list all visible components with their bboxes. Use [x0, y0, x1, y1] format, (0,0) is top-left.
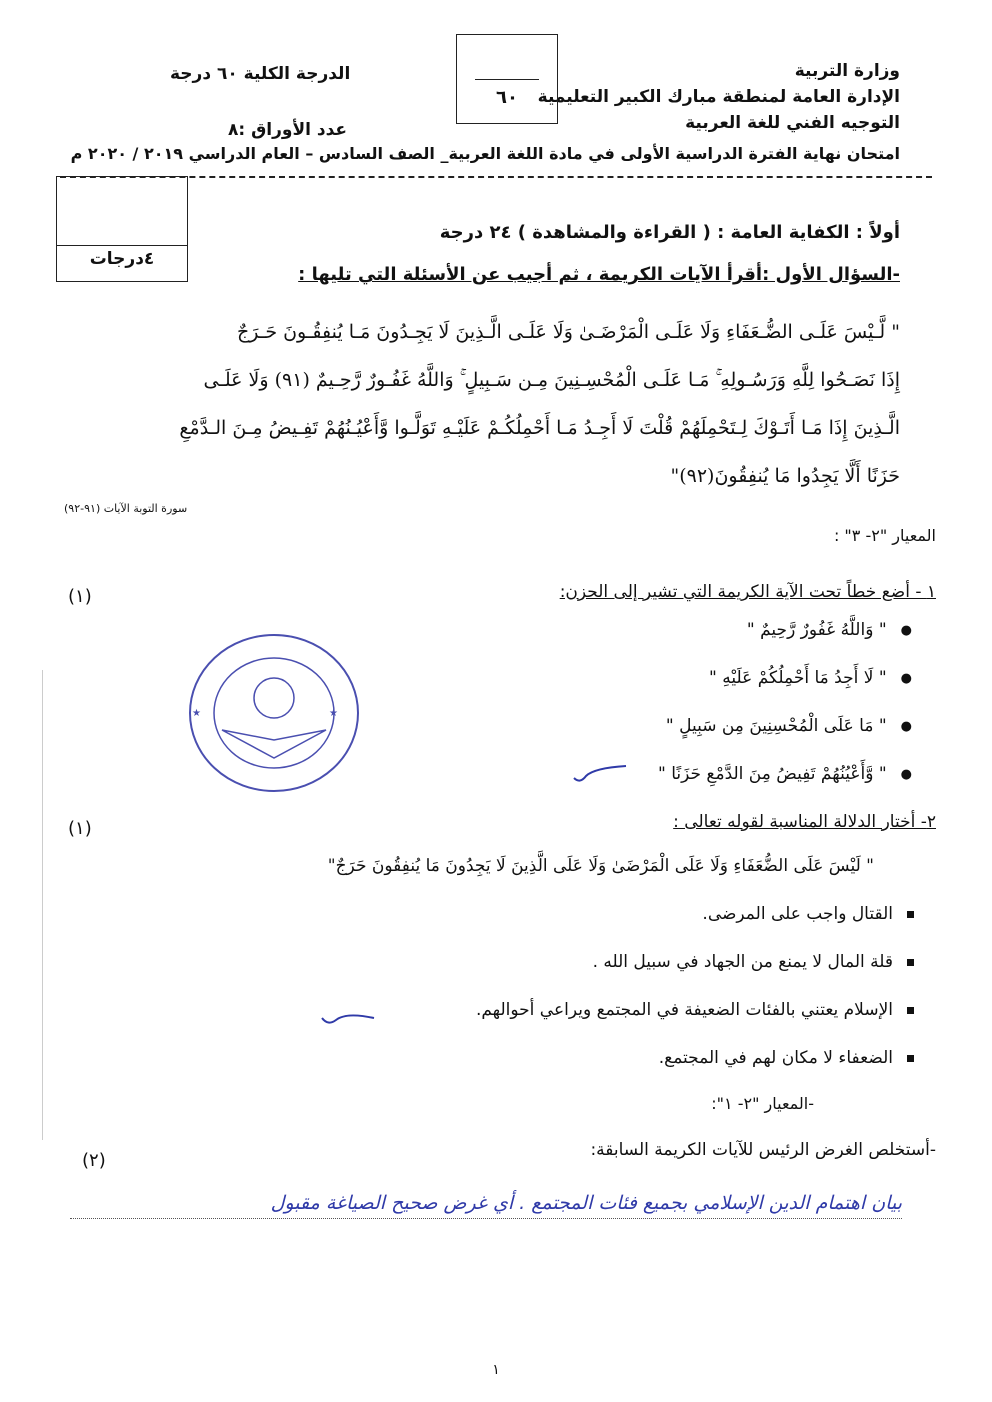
total-grade: الدرجة الكلية ٦٠ درجة	[170, 64, 351, 84]
score-box-label: ٤درجات	[89, 249, 155, 269]
q1-2-mark: (١)	[68, 818, 92, 839]
q1-2-verse: " لَيْسَ عَلَى الضُّعَفَاءِ وَلَا عَلَى الْمَرْضَىٰ وَلَا عَلَى الَّذِينَ لَا يَجِدُونَ مَا يُنفِقُونَ حَرَجٌ"	[327, 856, 874, 876]
handwritten-answer: بيان اهتمام الدين الإسلامي بجميع فئات المجتمع . أي غرض صحيح الصياغة مقبول	[70, 1192, 902, 1219]
q1-2-option[interactable]	[659, 1048, 914, 1068]
ministry-header	[538, 58, 900, 136]
checkmark-icon	[570, 760, 630, 788]
total-grade-box	[456, 34, 558, 124]
q1-2-text	[673, 812, 936, 832]
sheet-count: عدد الأوراق :٨	[228, 120, 348, 140]
grade-box-value: ٦٠	[496, 87, 518, 108]
bullet-icon: ●	[900, 718, 912, 734]
verse-source: سورة التوبة الآيات (٩١-٩٢)	[64, 502, 188, 515]
grade-box-line	[475, 79, 539, 80]
verse-line: حَزَنًا أَلَّا يَجِدُوا مَا يُنفِقُونَ(٩٢)"	[670, 465, 900, 487]
q1-3-text: -أستخلص الغرض الرئيس للآيات الكريمة السابقة:	[590, 1140, 936, 1160]
ministry-line: الإدارة العامة لمنطقة مبارك الكبير التعليمية	[537, 87, 900, 107]
option-text: " مَا عَلَى الْمُحْسِنِينَ مِن سَبِيلٍ "	[665, 716, 887, 736]
score-box	[56, 176, 188, 282]
header-divider	[60, 176, 932, 178]
option-text: الضعفاء لا مكان لهم في المجتمع.	[658, 1048, 893, 1068]
verse-line: إِذَا نَصَـحُوا لِلَّهِ وَرَسُـولِهِ ۚ مَـا عَلَـى الْمُحْسِـنِينَ مِـن سَـبِيلٍ ۚ وَاللَّهُ غَفُـورٌ رَّحِـيمٌ (٩١) وَلَا عَلَـى	[203, 369, 900, 391]
page-number: ١	[492, 1362, 500, 1378]
option-text: " لَا أَجِدُ مَا أَحْمِلُكُمْ عَلَيْهِ "	[709, 668, 887, 688]
verse-line: الَّـذِينَ إِذَا مَـا أَتَـوْكَ لِـتَحْمِلَهُمْ قُلْتَ لَا أَجِـدُ مَـا أَحْمِلُكُـمْ عَلَيْـهِ تَوَلَّـوا وَّأَعْيُـنُهُمْ تَفِـيضُ مِـنَ الـدَّمْعِ	[179, 417, 900, 439]
q1-1-option[interactable]	[709, 668, 912, 688]
quran-verses	[58, 308, 900, 500]
score-box-divider	[57, 245, 187, 246]
square-bullet-icon	[907, 1055, 914, 1062]
square-bullet-icon	[907, 959, 914, 966]
q1-1-option[interactable]	[747, 620, 912, 640]
q1-1-option[interactable]	[666, 716, 912, 736]
bullet-icon: ●	[900, 766, 912, 782]
bullet-icon: ●	[900, 622, 912, 638]
q1-2-prompt: ٢- أختار الدلالة المناسبة لقوله تعالى :	[673, 812, 936, 832]
verse-line: " لَّـيْسَ عَلَـى الضُّـعَفَاءِ وَلَا عَلَـى الْمَرْضَـىٰ وَلَا عَلَـى الَّـذِينَ لَا يَجِـدُونَ مَـا يُنفِقُـونَ حَـرَجٌ	[237, 321, 900, 343]
q1-2-option[interactable]	[476, 1000, 914, 1020]
q1-1-option[interactable]	[658, 764, 912, 784]
q1-1-prompt: ١ - أضع خطاً تحت الآية الكريمة التي تشير إلى الحزن:	[559, 582, 936, 602]
bullet-icon: ●	[900, 670, 912, 686]
official-stamp-icon	[186, 630, 362, 796]
exam-title: امتحان نهاية الفترة الدراسية الأولى في مادة اللغة العربية_ الصف السادس – العام الدراسي ٢٠١٩ / ٢٠٢٠ م	[70, 144, 900, 163]
q1-1-text	[560, 582, 936, 602]
section-title: أولاً : الكفاية العامة : ( القراءة والمشاهدة ) ٢٤ درجة	[439, 222, 900, 243]
standard-label: -المعيار "٢- ١":	[711, 1094, 814, 1113]
svg-text:★: ★	[192, 708, 201, 719]
q1-3-mark: (٢)	[82, 1150, 106, 1171]
ministry-line: التوجيه الفني للغة العربية	[685, 113, 900, 133]
margin-line	[42, 670, 43, 1140]
svg-text:★: ★	[329, 708, 338, 719]
option-text: الإسلام يعتني بالفئات الضعيفة في المجتمع ويراعي أحوالهم.	[475, 1000, 893, 1020]
square-bullet-icon	[907, 1007, 914, 1014]
standard-label: المعيار "٢- ٣" :	[833, 526, 936, 545]
q1-1-mark: (١)	[68, 586, 92, 607]
square-bullet-icon	[907, 911, 914, 918]
checkmark-icon	[318, 1006, 378, 1032]
q1-2-option[interactable]	[593, 952, 914, 972]
ministry-line: وزارة التربية	[794, 61, 900, 81]
option-text: القتال واجب على المرضى.	[702, 904, 893, 924]
option-text: " وَّأَعْيُنُهُمْ تَفِيضُ مِنَ الدَّمْعِ حَزَنًا "	[657, 764, 887, 784]
q1-2-option[interactable]	[702, 904, 914, 924]
option-text: " وَاللَّهُ غَفُورٌ رَّحِيمٌ "	[746, 620, 887, 640]
option-text: قلة المال لا يمنع من الجهاد في سبيل الله .	[592, 952, 893, 972]
question-1-title: -السؤال الأول :أقرأ الآيات الكريمة ، ثم أجيب عن الأسئلة التي تليها :	[298, 264, 900, 285]
